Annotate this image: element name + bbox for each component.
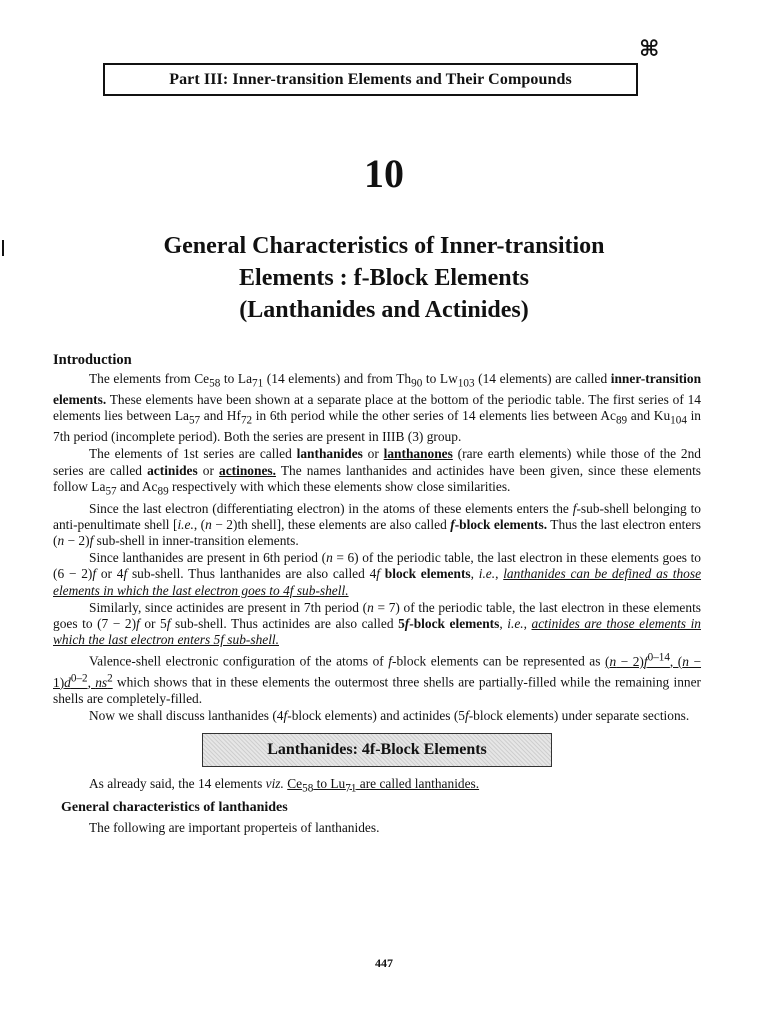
- page-number: 447: [375, 956, 393, 970]
- paragraph-1: The elements from $Ce_{58}$ to $La_{71}$ (14 elements) and from $Th_{90}$ to $Lw_{103}$ (14 elements) are called inner-transition elements. These elements have been shown at a separate place at the bottom of the periodic table. The first series of 14 elements lies between $La_{57}$ and $Hf_{72}$ in 6th period while the other series of 14 elements lies between $Ac_{89}$ and $Ku_{104}$ in 7th period (incomplete period). Both the series are present in IIIB (3) group.: [53, 371, 702, 445]
- paragraph-7: Now we shall discuss lanthanides (4f-block elements) and actinides (5f-block elements) under separate sections.: [89, 708, 690, 724]
- paragraph-9: The following are important properteis of lanthanides.: [89, 820, 380, 836]
- chapter-number: 10: [364, 151, 404, 196]
- section-banner: [202, 733, 552, 767]
- section-banner-label: Lanthanides: 4f-Block Elements: [267, 741, 487, 759]
- paragraph-8: As already said, the 14 elements viz. $Ce_{58}$ to $Lu_{71}$ are called lanthanides.: [89, 776, 480, 795]
- scan-edge-mark: [2, 240, 4, 256]
- handwritten-mark: ⌘: [639, 36, 660, 61]
- paragraph-4: Since lanthanides are present in 6th period (n = 6) of the periodic table, the last electron in these elements goes to (6 − 2)f or 4f sub-shell. Thus lanthanides are also called 4f block elements, i.e., lanthanides can be defined as those elements in which the last electron goes to 4f sub-shell.: [53, 550, 702, 598]
- chapter-title: [40, 230, 728, 326]
- part-title-box: [103, 63, 638, 96]
- body-text: [53, 352, 701, 840]
- paragraph-3: Since the last electron (differentiating electron) in the atoms of these elements enters the f-sub-shell belonging to anti-penultimate shell [i.e., (n − 2)th shell], these elements are also called f-block elements. Thus the last electron enters (n − 2)f sub-shell in inner-transition elements.: [53, 500, 702, 549]
- chapter-title-line-1: General Characteristics of Inner-transition: [163, 233, 605, 259]
- paragraph-2: The elements of 1st series are called lanthanides or lanthanones (rare earth elements) while those of the 2nd series are called actinides or actinones. The names lanthanides and actinides have been given, since these elements follow $La_{57}$ and $Ac_{89}$ respectively with which these elements show close similarities.: [53, 446, 702, 498]
- section-subheading: General characteristics of lanthanides: [61, 800, 288, 816]
- paragraph-5: Similarly, since actinides are present in 7th period (n = 7) of the periodic table, the last electron in these elements goes to (7 − 2)f or 5f sub-shell. Thus actinides are also called 5f-block elements, i.e., actinides are those elements in which the last electron enters 5f sub-shell.: [53, 599, 701, 648]
- chapter-title-line-2: Elements : f-Block Elements: [239, 265, 529, 291]
- part-title: Part III: Inner-transition Elements and Their Compounds: [169, 70, 572, 88]
- paragraph-6: Valence-shell electronic configuration of the atoms of f-block elements can be represented as $(n - 2)f^{0-14}$, $(n - 1)d^{0-2}$, $ns^2$ which shows that in these elements the outermost three shells are partially-filled while the remaining inner shells are completely-filled.: [53, 651, 702, 706]
- introduction-heading: Introduction: [53, 352, 132, 368]
- chapter-title-line-3: (Lanthanides and Actinides): [239, 297, 529, 323]
